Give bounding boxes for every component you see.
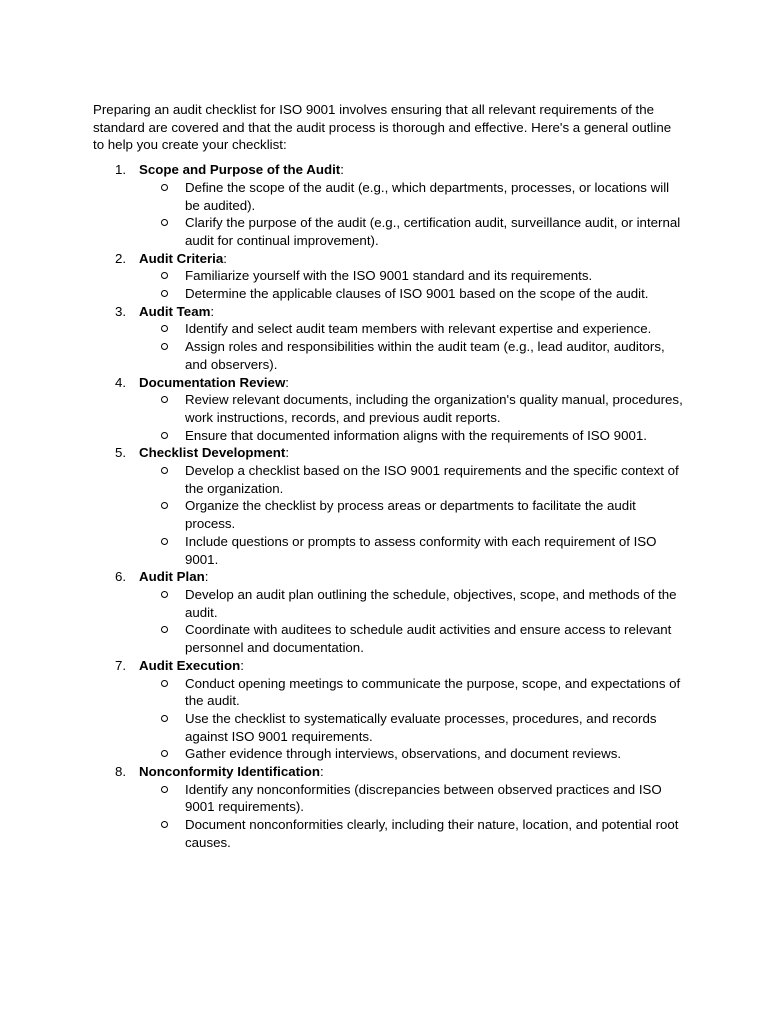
section-number: 2. <box>115 250 127 266</box>
section-title-colon: : <box>210 303 215 319</box>
bullet-item <box>139 621 683 656</box>
section-item <box>93 444 683 568</box>
section-heading <box>139 374 683 392</box>
hollow-circle-bullet-icon <box>161 184 168 191</box>
section-title: Scope and Purpose of the Audit <box>139 162 341 178</box>
section-item <box>93 161 683 250</box>
section-title: Documentation Review <box>139 374 286 390</box>
section-title-colon: : <box>340 162 344 178</box>
bullet-text: Document nonconformities clearly, including their nature, location, and potential root causes. <box>185 817 679 850</box>
section-title: Audit Criteria <box>139 250 224 266</box>
bullet-text: Identify and select audit team members with relevant expertise and experience. <box>185 321 652 337</box>
bullet-text: Use the checklist to systematically evaluate processes, procedures, and records against ISO 9001 requirements. <box>185 710 657 744</box>
bullet-text: Include questions or prompts to assess conformity with each requirement of ISO 9001. <box>185 533 657 567</box>
bullet-list <box>139 781 683 852</box>
bullet-text: Gather evidence through interviews, observations, and document reviews. <box>185 746 622 762</box>
hollow-circle-bullet-icon <box>161 821 168 828</box>
section-title: Audit Team <box>139 303 211 319</box>
section-title: Nonconformity Identification <box>139 764 320 780</box>
hollow-circle-bullet-icon <box>161 715 168 722</box>
bullet-item <box>139 710 683 745</box>
section-number: 6. <box>115 569 127 585</box>
hollow-circle-bullet-icon <box>161 786 168 793</box>
bullet-item <box>139 533 683 568</box>
hollow-circle-bullet-icon <box>161 750 168 757</box>
section-item <box>93 303 683 374</box>
hollow-circle-bullet-icon <box>161 467 168 474</box>
hollow-circle-bullet-icon <box>161 290 168 297</box>
bullet-item <box>139 320 683 338</box>
bullet-text: Define the scope of the audit (e.g., which departments, processes, or locations will be audited). <box>185 179 670 213</box>
bullet-list <box>139 586 683 657</box>
bullet-item <box>139 179 683 214</box>
section-item <box>93 250 683 303</box>
hollow-circle-bullet-icon <box>161 219 168 226</box>
hollow-circle-bullet-icon <box>161 396 168 403</box>
bullet-item <box>139 781 683 816</box>
section-heading <box>139 444 683 462</box>
bullet-item <box>139 285 683 303</box>
section-item <box>93 657 683 763</box>
hollow-circle-bullet-icon <box>161 272 168 279</box>
hollow-circle-bullet-icon <box>161 626 168 633</box>
hollow-circle-bullet-icon <box>161 432 168 439</box>
bullet-item <box>139 462 683 497</box>
section-title-colon: : <box>240 657 244 673</box>
bullet-item <box>139 745 683 763</box>
bullet-text: Develop an audit plan outlining the schedule, objectives, scope, and methods of the audit. <box>185 586 677 620</box>
bullet-text: Review relevant documents, including the organization's quality manual, procedures, work instructions, records, and previous audit reports. <box>185 392 683 425</box>
bullet-list <box>139 267 683 302</box>
section-title-colon: : <box>223 250 227 266</box>
bullet-text: Develop a checklist based on the ISO 9001 requirements and the specific context of the organization. <box>185 463 679 496</box>
section-item <box>93 374 683 445</box>
bullet-item <box>139 391 683 426</box>
bullet-text: Determine the applicable clauses of ISO 9001 based on the scope of the audit. <box>185 286 649 302</box>
section-number: 8. <box>115 764 127 780</box>
section-title-colon: : <box>285 445 290 461</box>
document-page <box>93 101 683 852</box>
section-list <box>93 161 683 851</box>
bullet-list <box>139 462 683 568</box>
section-heading <box>139 763 683 781</box>
section-number: 4. <box>115 374 127 390</box>
section-title-colon: : <box>319 764 324 780</box>
bullet-text: Ensure that documented information aligns with the requirements of ISO 9001. <box>185 427 647 443</box>
hollow-circle-bullet-icon <box>161 591 168 598</box>
bullet-item <box>139 214 683 249</box>
section-heading <box>139 303 683 321</box>
section-title: Audit Execution <box>139 657 241 673</box>
hollow-circle-bullet-icon <box>161 538 168 545</box>
section-number: 7. <box>115 657 127 673</box>
bullet-item <box>139 675 683 710</box>
bullet-text: Familiarize yourself with the ISO 9001 standard and its requirements. <box>185 268 593 284</box>
bullet-text: Assign roles and responsibilities within the audit team (e.g., lead auditor, auditors, and observers). <box>185 339 665 372</box>
bullet-list <box>139 320 683 373</box>
section-item <box>93 568 683 657</box>
bullet-item <box>139 816 683 851</box>
bullet-text: Organize the checklist by process areas or departments to facilitate the audit process. <box>185 498 636 532</box>
section-title-colon: : <box>285 374 289 390</box>
section-number: 1. <box>115 162 127 178</box>
bullet-list <box>139 675 683 764</box>
bullet-text: Conduct opening meetings to communicate the purpose, scope, and expectations of the audit. <box>185 675 681 709</box>
bullet-item <box>139 427 683 445</box>
hollow-circle-bullet-icon <box>161 343 168 350</box>
section-number: 3. <box>115 303 127 319</box>
bullet-item <box>139 338 683 373</box>
section-heading <box>139 568 683 586</box>
section-item <box>93 763 683 852</box>
bullet-list <box>139 391 683 444</box>
section-heading <box>139 161 683 179</box>
bullet-item <box>139 497 683 532</box>
bullet-text: Identify any nonconformities (discrepancies between observed practices and ISO 9001 requirements). <box>185 781 662 815</box>
bullet-list <box>139 179 683 250</box>
hollow-circle-bullet-icon <box>161 680 168 687</box>
section-heading <box>139 657 683 675</box>
bullet-item <box>139 267 683 285</box>
section-heading <box>139 250 683 268</box>
section-title: Audit Plan <box>139 569 205 585</box>
hollow-circle-bullet-icon <box>161 325 168 332</box>
section-title: Checklist Development <box>139 445 286 461</box>
bullet-text: Coordinate with auditees to schedule audit activities and ensure access to relevant personnel and documentation. <box>185 622 672 656</box>
intro-paragraph: Preparing an audit checklist for ISO 9001 involves ensuring that all relevant requirements of the standard are covered and that the audit process is thorough and effective. Here's a general outline to help you create your checklist: <box>93 102 672 153</box>
bullet-text: Clarify the purpose of the audit (e.g., certification audit, surveillance audit, or internal audit for continual improvement). <box>185 215 681 248</box>
section-title-colon: : <box>204 569 209 585</box>
hollow-circle-bullet-icon <box>161 502 168 509</box>
section-number: 5. <box>115 445 127 461</box>
bullet-item <box>139 586 683 621</box>
